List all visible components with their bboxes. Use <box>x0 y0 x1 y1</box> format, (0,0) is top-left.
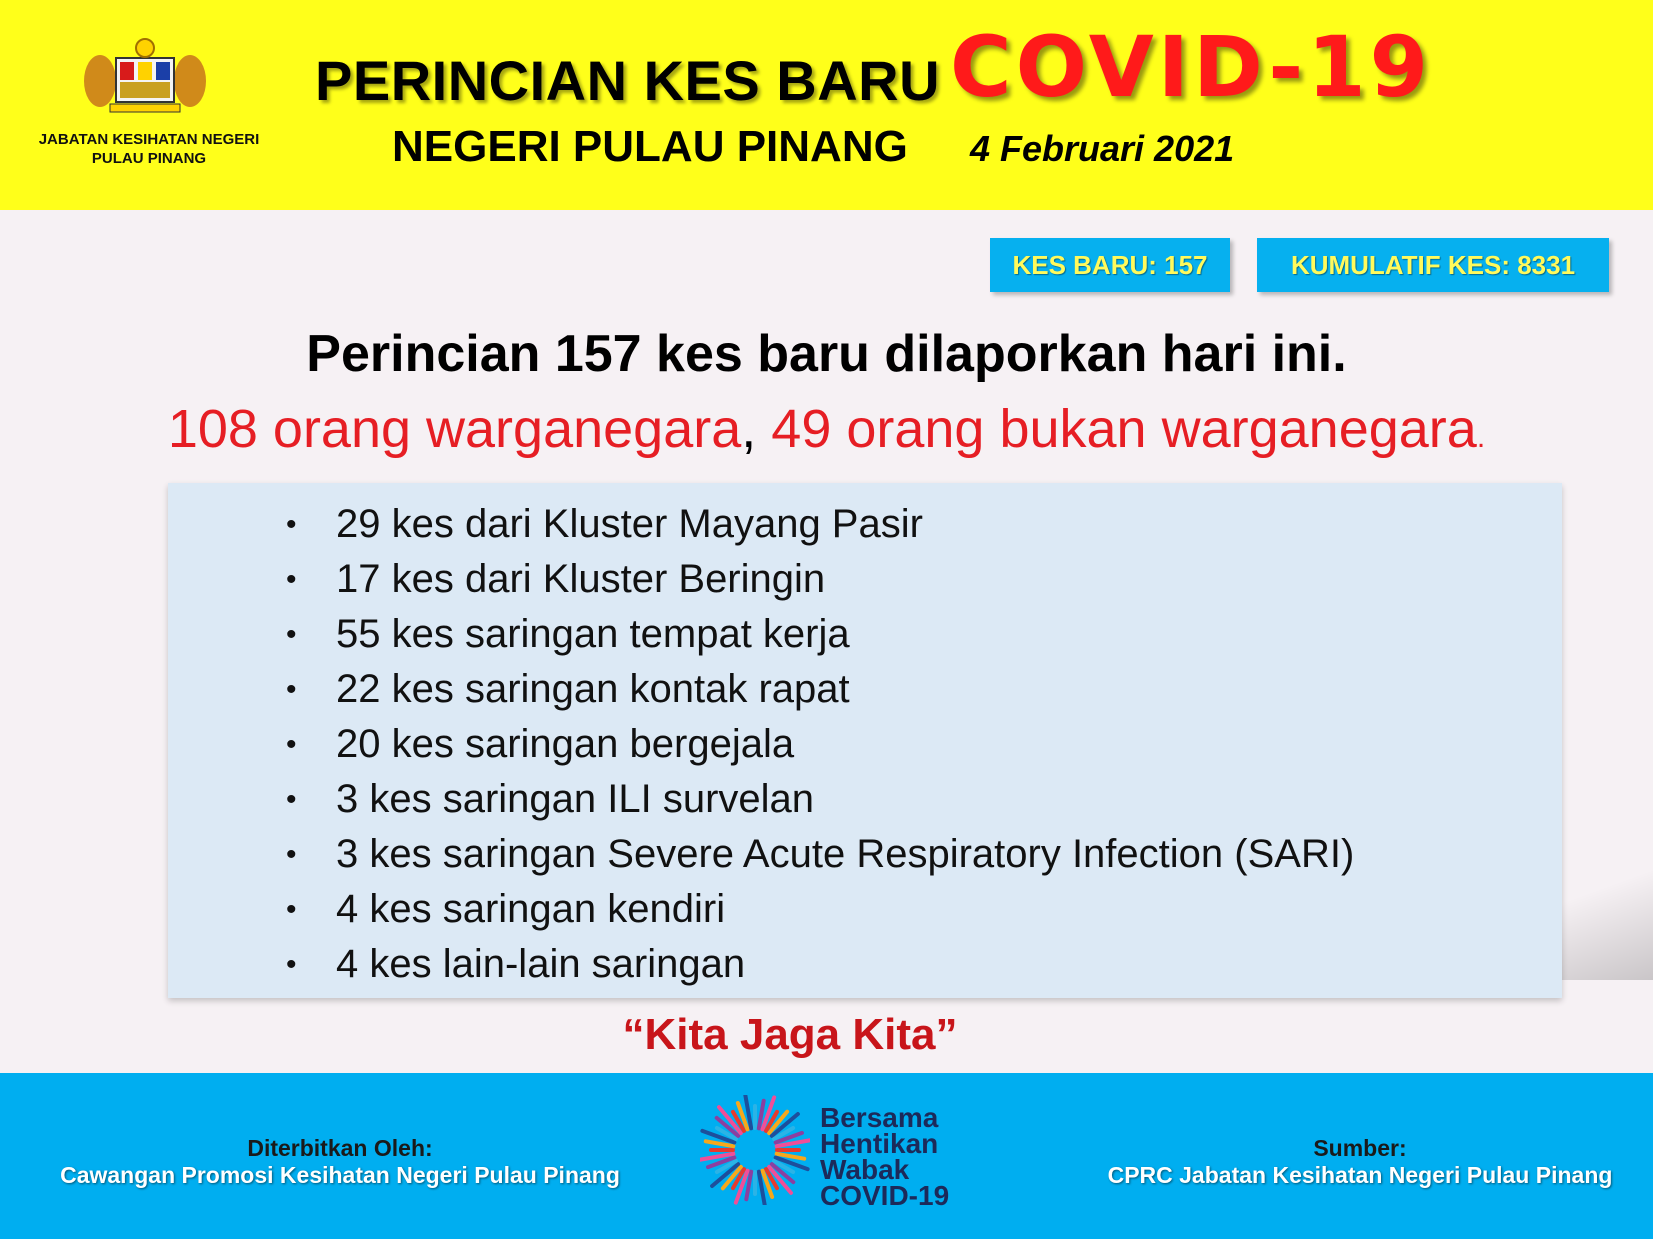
breakdown-item-text: 17 kes dari Kluster Beringin <box>336 557 826 601</box>
bullet-icon: • <box>286 508 297 541</box>
non-citizens-count: 49 orang bukan warganegara <box>771 399 1477 459</box>
source-name: CPRC Jabatan Kesihatan Negeri Pulau Pinang <box>1107 1162 1613 1188</box>
separator: , <box>741 399 757 459</box>
breakdown-item-text: 55 kes saringan tempat kerja <box>336 612 850 656</box>
breakdown-item <box>278 772 1354 827</box>
breakdown-item <box>278 662 1354 717</box>
campaign-line-2: Hentikan <box>820 1128 939 1159</box>
source-label: Sumber: <box>1313 1135 1407 1161</box>
motto: “Kita Jaga Kita” <box>622 1010 958 1059</box>
campaign-slogan <box>820 1102 950 1211</box>
breakdown-item <box>278 882 1354 937</box>
agency-name <box>24 130 274 168</box>
summary-headline: Perincian 157 kes baru dilaporkan hari ini. <box>306 325 1347 383</box>
campaign-burst-icon <box>700 1095 810 1205</box>
publisher-label: Diterbitkan Oleh: <box>247 1135 433 1161</box>
new-cases-badge: KES BARU: 157 <box>990 238 1230 292</box>
citizens-count: 108 orang warganegara <box>167 399 742 459</box>
breakdown-panel <box>168 483 1562 998</box>
breakdown-item <box>278 827 1354 882</box>
bullet-icon: • <box>286 673 297 706</box>
breakdown-item-text: 22 kes saringan kontak rapat <box>336 667 850 711</box>
breakdown-item-text: 20 kes saringan bergejala <box>336 722 795 766</box>
page-title: PERINCIAN KES BARU <box>315 49 941 112</box>
bullet-icon: • <box>286 838 297 871</box>
campaign-line-1: Bersama <box>820 1102 939 1133</box>
campaign-line-3: Wabak <box>820 1154 910 1185</box>
campaign-line-4: COVID-19 <box>820 1180 950 1211</box>
bullet-icon: • <box>286 563 297 596</box>
bullet-icon: • <box>286 783 297 816</box>
period: . <box>1476 421 1486 454</box>
breakdown-item <box>278 552 1354 607</box>
state-name: NEGERI PULAU PINANG <box>392 122 908 171</box>
bullet-icon: • <box>286 948 297 981</box>
breakdown-list <box>168 497 1354 992</box>
publisher-block <box>40 1135 640 1189</box>
breakdown-item-text: 4 kes lain-lain saringan <box>336 942 746 986</box>
bullet-icon: • <box>286 618 297 651</box>
header-banner <box>0 0 1653 210</box>
nationality-breakdown <box>0 398 1653 460</box>
bullet-icon: • <box>286 728 297 761</box>
breakdown-item-text: 3 kes saringan Severe Acute Respiratory Infection (SARI) <box>336 832 1355 876</box>
publisher-name: Cawangan Promosi Kesihatan Negeri Pulau Pinang <box>60 1162 620 1188</box>
breakdown-item-text: 29 kes dari Kluster Mayang Pasir <box>336 502 923 546</box>
breakdown-item <box>278 607 1354 662</box>
cumulative-cases-badge: KUMULATIF KES: 8331 <box>1257 238 1609 292</box>
covid-title: COVID-19 <box>950 18 1433 116</box>
coat-of-arms-icon <box>80 36 210 116</box>
breakdown-item <box>278 937 1354 992</box>
breakdown-item-text: 3 kes saringan ILI survelan <box>336 777 815 821</box>
bullet-icon: • <box>286 893 297 926</box>
agency-line-1: JABATAN KESIHATAN NEGERI <box>38 131 260 148</box>
report-date: 4 Februari 2021 <box>970 128 1235 169</box>
breakdown-item <box>278 717 1354 772</box>
agency-line-2: PULAU PINANG <box>91 150 207 167</box>
breakdown-item <box>278 497 1354 552</box>
breakdown-item-text: 4 kes saringan kendiri <box>336 887 726 931</box>
source-block <box>1090 1135 1630 1189</box>
